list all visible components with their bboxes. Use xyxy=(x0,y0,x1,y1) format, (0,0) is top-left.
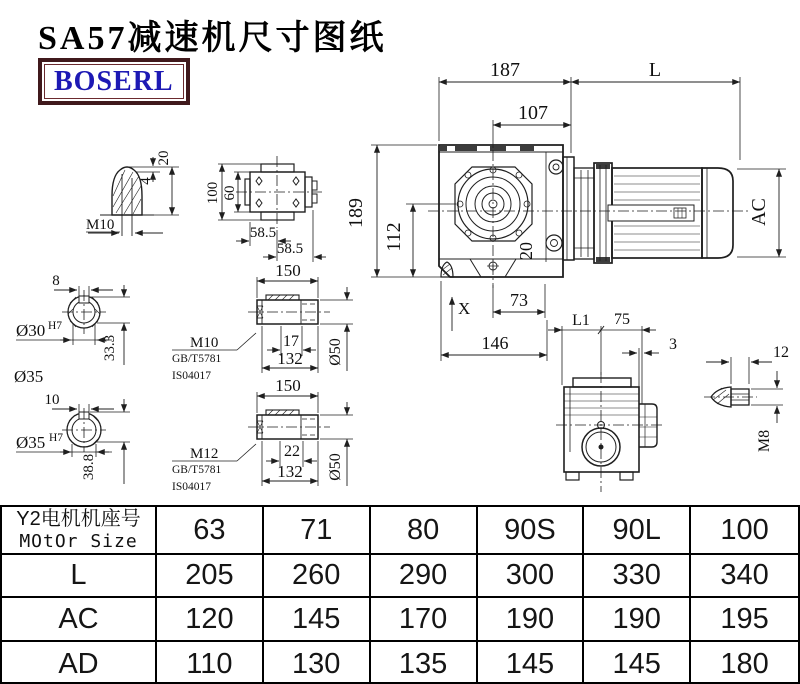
table-cell: 195 xyxy=(691,598,798,642)
table-col-header: 71 xyxy=(264,507,371,555)
dim-label-bore30-tol: H7 xyxy=(48,320,63,332)
dim-label-plug-length: 20 xyxy=(156,150,172,166)
callout-shaft-b-iso: IS04017 xyxy=(172,481,211,493)
table-header-en: MOtOr Size xyxy=(19,531,138,552)
dim-label-shaft-b-tap: 22 xyxy=(284,443,300,460)
dim-label-shaft-a-dia: Ø50 xyxy=(327,338,344,366)
dim-label-gearbox-width: 187 xyxy=(490,59,520,81)
table-header-cn: Y2电机机座号 xyxy=(16,508,141,530)
dim-label-foot: 20 xyxy=(516,242,536,260)
table-cell: 170 xyxy=(371,598,478,642)
callout-shaft-a-standard: GB/T5781 xyxy=(172,353,222,365)
callout-shaft-b-standard: GB/T5781 xyxy=(172,464,222,476)
dim-label-side-gap: 3 xyxy=(669,336,677,353)
dim-label-base-width: 146 xyxy=(481,333,509,353)
dim-label-x-mark: X xyxy=(458,299,471,318)
dim-label-motor-length: L xyxy=(648,59,662,81)
dim-label-bore30: Ø30 xyxy=(16,321,46,340)
dim-label-flange-width: 107 xyxy=(518,102,548,124)
brand-logo xyxy=(38,58,190,105)
table-cell: 180 xyxy=(720,647,769,680)
callout-shaft-a-thread: M10 xyxy=(190,335,219,351)
dim-label-bore35: Ø35 xyxy=(16,433,46,452)
dim-label-bolt-length: 12 xyxy=(773,344,789,361)
table-cell: 290 xyxy=(371,555,478,598)
dim-label-side-pitch: 75 xyxy=(614,311,630,328)
dim-label-key30-height: 33.3 xyxy=(102,334,118,362)
table-cell: 260 xyxy=(264,555,371,598)
table-cell: 300 xyxy=(478,555,585,598)
dim-label-key30-width: 8 xyxy=(52,273,60,289)
flange-view-outline xyxy=(236,156,322,228)
dim-label-plug-tip: 4 xyxy=(138,177,154,185)
bolt-view-outline xyxy=(704,387,757,407)
table-cell: 145 xyxy=(478,642,585,684)
dim-label-shaft-b-usable: 132 xyxy=(277,462,303,481)
motor-size-table xyxy=(0,505,800,684)
table-col-header: 90S xyxy=(478,507,585,555)
dim-label-shaft-b-length: 150 xyxy=(275,376,301,395)
dim-label-key35-width: 10 xyxy=(44,392,60,408)
bolt-view-dims xyxy=(706,357,783,423)
dim-label-shaft-dia: Ø35 xyxy=(14,367,44,386)
table-cell: 130 xyxy=(264,642,371,684)
dim-label-bolt-span: 73 xyxy=(510,290,528,310)
page-title: SA57减速机尺寸图纸 xyxy=(38,20,387,57)
table-cell: 190 xyxy=(584,598,691,642)
dim-label-flange-size: 100 xyxy=(205,181,221,205)
dim-label-shaft-b-dia: Ø50 xyxy=(327,453,344,481)
flange-view-dims xyxy=(218,164,326,262)
table-cell: 145 xyxy=(264,598,371,642)
dim-label-shaft-a-tap: 17 xyxy=(283,333,299,350)
dim-label-height: 189 xyxy=(345,198,367,228)
brand-logo-text: BOSERL xyxy=(44,64,184,99)
callout-shaft-b-thread: M12 xyxy=(190,446,219,462)
bore-35-section xyxy=(62,408,106,452)
table-cell: 145 xyxy=(584,642,691,684)
dim-label-flange-pitch-b: 58.5 xyxy=(276,241,304,257)
dim-label-axis-height: 112 xyxy=(383,222,405,252)
dim-label-bolt-thread: M8 xyxy=(756,429,773,453)
table-cell: 190 xyxy=(478,598,585,642)
table-col-header: 80 xyxy=(371,507,478,555)
dim-label-bore35-tol: H7 xyxy=(49,432,64,444)
shaft-a-outline xyxy=(248,295,330,324)
dim-label-flange-pitch-a: 58.5 xyxy=(249,225,277,241)
table-cell: 110 xyxy=(157,642,264,684)
table-cell: 120 xyxy=(157,598,264,642)
callout-shaft-a-iso: IS04017 xyxy=(172,370,211,382)
table-row-label: L xyxy=(2,555,157,598)
dim-label-key35-height: 38.8 xyxy=(81,453,97,481)
dim-label-shaft-a-length: 150 xyxy=(275,261,301,280)
table-cell: 330 xyxy=(584,555,691,598)
table-row-label: AC xyxy=(2,598,157,642)
table-row-label: AD xyxy=(2,642,157,684)
dim-label-l1: L1 xyxy=(572,312,590,329)
dim-label-flange-inner: 60 xyxy=(222,185,238,201)
table-cell: 205 xyxy=(157,555,264,598)
table-cell: 340 xyxy=(691,555,798,598)
table-col-header: 90L xyxy=(584,507,691,555)
table-header-motor-size xyxy=(2,507,157,555)
table-cell: 135 xyxy=(371,642,478,684)
side-view-outline xyxy=(556,372,664,492)
table-col-header: 100 xyxy=(691,507,798,555)
table-col-header: 63 xyxy=(157,507,264,555)
dim-label-motor-diameter: AC xyxy=(748,198,770,226)
gearbox-outline xyxy=(439,145,563,288)
shaft-b-outline xyxy=(248,410,330,439)
dim-label-shaft-a-usable: 132 xyxy=(277,349,303,368)
dim-label-plug-thread: M10 xyxy=(86,217,115,233)
